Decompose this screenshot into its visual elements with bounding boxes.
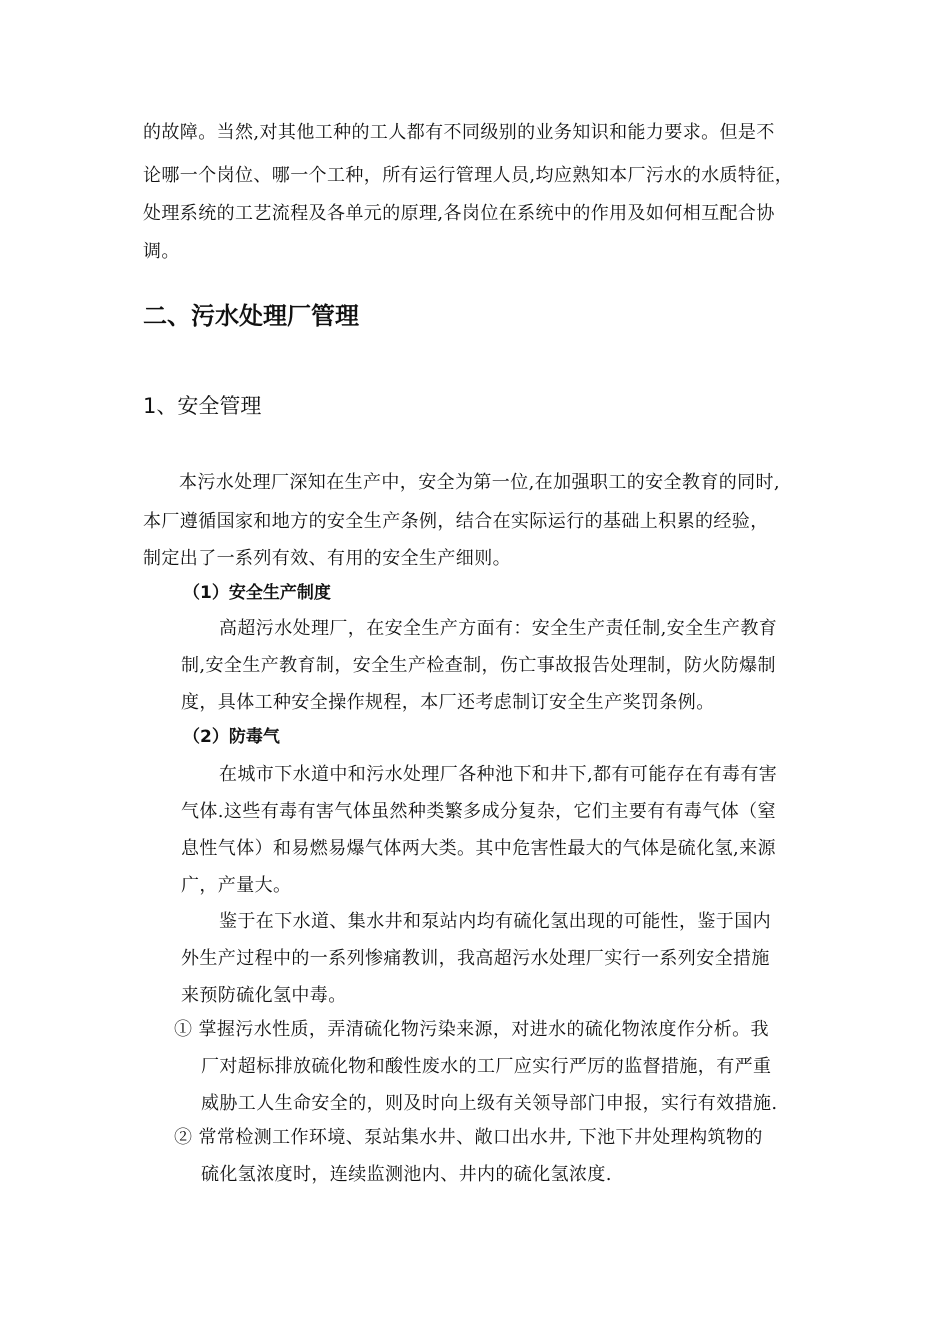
item1-line-2: 制,安全生产教育制，安全生产检查制，伤亡事故报告处理制，防火防爆制 — [181, 655, 776, 676]
section-title: 二、污水处理厂管理 — [143, 302, 359, 330]
item2-para1-line-1: 在城市下水道中和污水处理厂各种池下和井下,都有可能存在有毒有害 — [219, 764, 778, 785]
intro-line-4: 调。 — [143, 241, 180, 262]
item1-line-3: 度，具体工种安全操作规程，本厂还考虑制订安全生产奖罚条例。 — [181, 692, 715, 713]
measure2-line-1: ② 常常检测工作环境、泵站集水井、敞口出水井, 下池下井处理构筑物的 — [174, 1127, 763, 1148]
item2-para1-line-2: 气体.这些有毒有害气体虽然种类繁多成分复杂，它们主要有有毒气体（窒 — [181, 801, 776, 822]
measure1-line-3: 威胁工人生命安全的，则及时向上级有关领导部门申报，实行有效措施. — [201, 1093, 778, 1114]
safety-intro-line-2: 本厂遵循国家和地方的安全生产条例，结合在实际运行的基础上积累的经验， — [143, 511, 769, 532]
measure1-line-1: ① 掌握污水性质，弄清硫化物污染来源，对进水的硫化物浓度作分析。我 — [174, 1019, 769, 1040]
intro-line-2: 论哪一个岗位、哪一个工种，所有运行管理人员,均应熟知本厂污水的水质特征， — [143, 165, 794, 186]
item2-para2-line-3: 来预防硫化氢中毒。 — [181, 985, 347, 1006]
intro-line-1: 的故障。当然,对其他工种的工人都有不同级别的业务知识和能力要求。但是不 — [143, 122, 775, 143]
subsection-title: 1、安全管理 — [143, 394, 262, 418]
item1-line-1: 高超污水处理厂，在安全生产方面有：安全生产责任制,安全生产教育 — [219, 618, 778, 639]
item2-para2-line-2: 外生产过程中的一系列惨痛教训，我高超污水处理厂实行一系列安全措施 — [181, 948, 770, 969]
item2-para1-line-4: 广，产量大。 — [181, 875, 292, 896]
safety-intro-line-1: 本污水处理厂深知在生产中，安全为第一位,在加强职工的安全教育的同时, — [179, 472, 781, 493]
item2-para1-line-3: 息性气体）和易燃易爆气体两大类。其中危害性最大的气体是硫化氢,来源 — [181, 838, 776, 859]
item2-para2-line-1: 鉴于在下水道、集水井和泵站内均有硫化氢出现的可能性，鉴于国内 — [219, 911, 771, 932]
safety-intro-line-3: 制定出了一系列有效、有用的安全生产细则。 — [143, 548, 511, 569]
measure1-line-2: 厂对超标排放硫化物和酸性废水的工厂应实行严厉的监督措施，有严重 — [201, 1056, 772, 1077]
item1-heading: （1）安全生产制度 — [183, 583, 331, 603]
measure2-line-2: 硫化氢浓度时，连续监测池内、井内的硫化氢浓度. — [201, 1164, 612, 1185]
item2-heading: （2）防毒气 — [183, 727, 280, 747]
intro-line-3: 处理系统的工艺流程及各单元的原理,各岗位在系统中的作用及如何相互配合协 — [143, 203, 775, 224]
